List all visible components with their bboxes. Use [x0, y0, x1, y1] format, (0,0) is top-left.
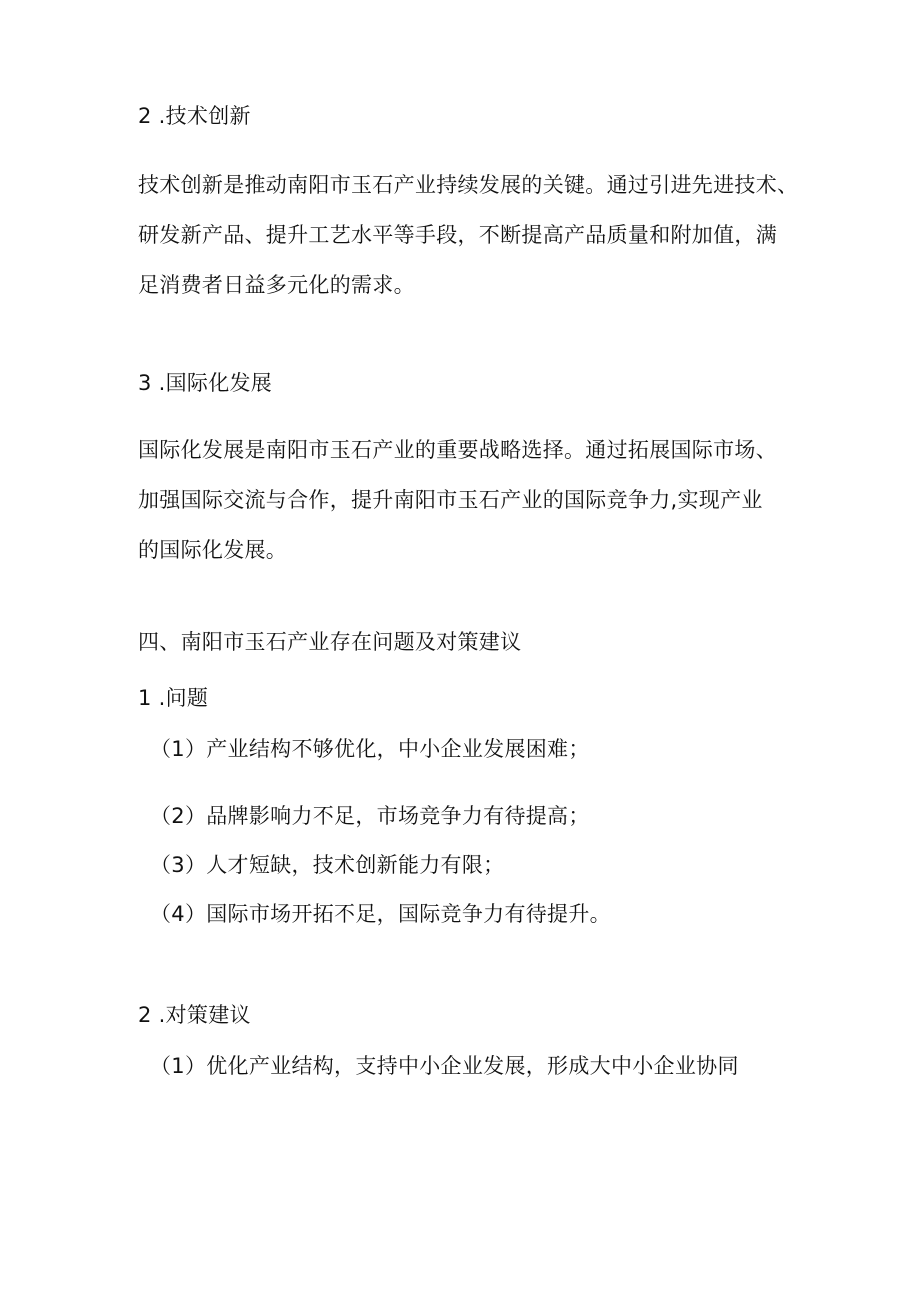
paragraph-line: 研发新产品、提升工艺水平等手段，不断提高产品质量和附加值，满: [138, 223, 777, 247]
section-heading-tech: 2 .技术创新: [138, 104, 251, 128]
problems-heading: 1 .问题: [138, 686, 209, 710]
chapter-title: 四、南阳市玉石产业存在问题及对策建议: [138, 630, 522, 654]
problem-item: （1）产业结构不够优化，中小企业发展困难；: [150, 737, 590, 761]
paragraph-line: 足消费者日益多元化的需求。: [138, 273, 415, 297]
paragraph-line: 的国际化发展。: [138, 538, 288, 562]
paragraph-line: 技术创新是推动南阳市玉石产业持续发展的关键。通过引进先进技术、: [138, 173, 799, 197]
problem-item: （2）品牌影响力不足，市场竞争力有待提高；: [150, 804, 590, 828]
suggestion-item: （1）优化产业结构，支持中小企业发展，形成大中小企业协同: [150, 1054, 739, 1078]
suggestions-heading: 2 .对策建议: [138, 1003, 251, 1027]
problem-item: （4）国际市场开拓不足，国际竞争力有待提升。: [150, 902, 611, 926]
paragraph-line: 加强国际交流与合作，提升南阳市玉石产业的国际竞争力,实现产业: [138, 488, 763, 512]
section-heading-intl: 3 .国际化发展: [138, 371, 273, 395]
paragraph-line: 国际化发展是南阳市玉石产业的重要战略选择。通过拓展国际市场、: [138, 438, 777, 462]
problem-item: （3）人才短缺，技术创新能力有限；: [150, 853, 505, 877]
